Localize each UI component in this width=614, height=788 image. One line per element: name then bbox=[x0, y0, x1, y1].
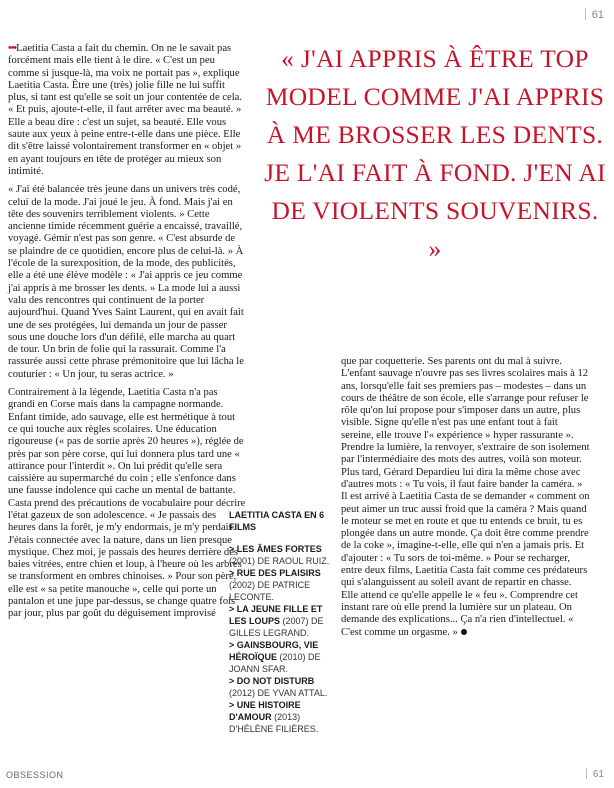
lead-marker: ••• bbox=[8, 43, 17, 54]
film-meta: (2012) DE YVAN ATTAL. bbox=[229, 688, 328, 698]
article-column-1 bbox=[8, 43, 246, 627]
film-title: > GAINSBOURG, VIE HÉROÏQUE bbox=[229, 640, 319, 662]
film-item bbox=[229, 567, 333, 603]
paragraph: « J'ai été balancée très jeune dans un univers très codé, celui de la mode. J'ai joué le jeu. À fond. Mais j'ai en tête des souvenirs terriblement violents. » Cette ancienne timide récemment guérie a encaissé, travaillé, voyagé. Gémir n'est pas son genre. « C'est absurde de se plaindre de ce quotidien, encore plus de celui-là. » À l'école de la surexposition, de la mode, des publicités, elle a été une élève modèle : « J'ai appris ce jeu comme j'ai appris à me brosser les dents. » La mode lui a aussi valu des rencontres qui continuent de la porter aujourd'hui. Quand Yves Saint Laurent, qui en avait fait une de ses protégées, lui demanda un jour de passer sous une douche lors d'un défilé, elle marcha au quart de tour. Un brin de folie qui la rassurait. Comme l'a rassurée aussi cette phrase prémonitoire que lui lâcha le couturier : « Un jour, tu seras actrice. » bbox=[8, 184, 244, 380]
film-item bbox=[229, 675, 333, 699]
film-item bbox=[229, 543, 333, 567]
paragraph: •••Laetitia Casta a fait du chemin. On ne le savait pas forcément mais elle tient à le dire. « C'est un peu comme si jusque-là, ma voix ne portait pas », explique Laetitia Casta. Être une (très) jolie fille ne lui suffit plus, si tant est qu'elle se soit un jour contentée de cela. « Et puis, ajoute-t-elle, il faut arrêter avec ma beauté. » Elle a beau dire : c'est un sujet, sa beauté. Elle vous saute aux yeux à peine entre-t-elle dans une pièce. Elle dit s'être laissé volontairement transformer en « objet » en ayant toujours en tête de protéger au mieux son intimité. bbox=[8, 43, 243, 177]
end-of-article-mark bbox=[461, 629, 467, 635]
section-footer: OBSESSION bbox=[6, 770, 64, 780]
paragraph: que par coquetterie. Ses parents ont du mal à suivre. L'enfant sauvage n'ouvre pas ses livres scolaires mais à 12 ans, lorsqu'elle fait ses premiers pas – modestes – dans un cours de théâtre de son école, elle s'arrange pour refuser le rôle qu'on lui propose pour s'imposer dans un autre, plus visible. Signe qu'elle n'est pas une enfant tout à fait sereine, elle trouve l'« expérience » hyper rassurante ». Prendre la lumière, la renvoyer, s'extraire de son isolement par l'intermédiaire des mots des autres, voilà son moteur. Plus tard, Gérard Depardieu lui dira la même chose avec d'autres mots : « Tu vois, il faut faire bander la caméra. » Il est arrivé à Laetitia Casta de se demander « comment on peut aimer un truc aussi froid que la caméra ? Mais quand le moteur se met en route et que tu entends ce bruit, tu es plongée dans un autre monde. Ça doit être comme prendre de la coke », imagine-t-elle, elle qui n'en a jamais pris. Et d'ajouter : « Tu sors de toi-même. » Pour se recharger, entre deux films, Laetitia Casta fait comme ces prédateurs qui s'alanguissent au soleil avant de repartir en chasse. Elle attend ce qu'elle appelle le « feu ». Comprendre cet instant rare où elle prend la lumière sur un plateau. On demande des explications... Ça n'a rien d'intellectuel. « C'est comme un orgasme. » bbox=[341, 356, 590, 638]
paragraph: Contrairement à la légende, Laetitia Casta n'a pas grandi en Corse mais dans la campagne normande. Enfant timide, ado sauvage, elle est hermétique à tout ce qui touche aux règles scolaires. Une éducation rigoureuse (« pas de sortie après 20 heures »), réglée de près par son père corse, qui lui donnera plus tard une « attirance pour l'interdit ». On lui prédit qu'elle sera caissière au supermarché du coin ; elle s'enfonce dans une fausse indolence qui cache un mental de battante. Casta prend des précautions de vocabulaire pour décrire l'état gazeux de son adolescence. « Je passais des heures dans la forêt, je m'y endormais, je m'y perdais. J'étais connectée avec la nature, dans un lien presque mystique. Chez moi, je passais des heures derrière des baies vitrées, entre chien et loup, à l'heure où les arbres se transforment en ombres chinoises. » Pour son père, elle est « sa petite manouche », celle qui porte un pantalon et une jupe par-dessus, se change quatre fois par jour, plus par goût du déguisement improvisé bbox=[8, 387, 246, 620]
film-item bbox=[229, 699, 333, 735]
film-meta: (2007) DE GILLES LEGRAND. bbox=[229, 616, 324, 638]
film-meta: (2010) DE JOANN SFAR. bbox=[229, 652, 321, 674]
footer-page-number: 61 bbox=[586, 768, 604, 780]
film-meta: (2001) DE RAOUL RUIZ. bbox=[229, 556, 330, 566]
pull-quote: « J'AI APPRIS À ÊTRE TOP MODEL COMME J'AI APPRIS À ME BROSSER LES DENTS. JE L'AI FAIT À FOND. J'EN AI DE VIOLENTS SOUVENIRS. » bbox=[264, 44, 606, 263]
film-title: > LA JEUNE FILLE ET LES LOUPS bbox=[229, 604, 323, 626]
film-title: > DO NOT DISTURB bbox=[229, 676, 315, 686]
film-meta: (2002) DE PATRICE LECONTE. bbox=[229, 580, 311, 602]
page-number: 61 bbox=[585, 8, 604, 21]
film-meta: (2013) D'HÉLÈNE FILIÈRES. bbox=[229, 712, 319, 734]
film-item bbox=[229, 603, 333, 639]
film-item bbox=[229, 639, 333, 675]
sidebar-title: LAETITIA CASTA EN 6 FILMS bbox=[229, 510, 325, 532]
article-column-3 bbox=[341, 356, 591, 645]
film-title: > LES ÂMES FORTES bbox=[229, 544, 322, 554]
filmography-sidebar bbox=[229, 509, 333, 735]
film-title: > UNE HISTOIRE D'AMOUR bbox=[229, 700, 301, 722]
film-title: > RUE DES PLAISIRS bbox=[229, 568, 321, 578]
